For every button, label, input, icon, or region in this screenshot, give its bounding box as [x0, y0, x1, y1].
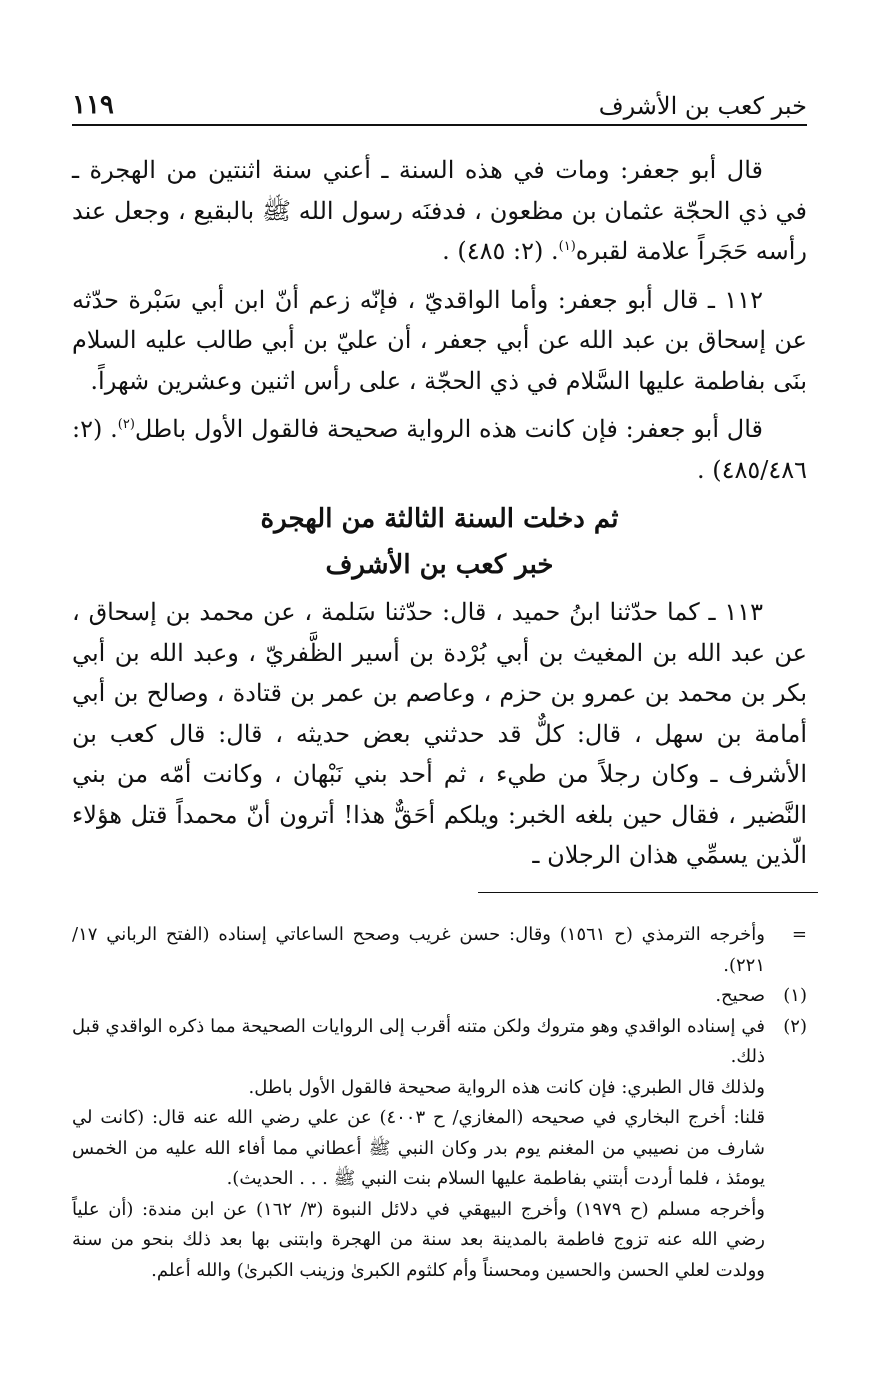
paragraph-abu-jafar: قال أبو جعفر: فإن كانت هذه الرواية صحيحة فالقول الأول باطل$^{(٢)}$. (٢: ٤٨٥/٤٨٦) . — [72, 415, 807, 484]
running-header — [72, 80, 807, 120]
paragraph-113: ١١٣ ـ كما حدّثنا ابنُ حميد ، قال: حدّثنا سَلمة ، عن محمد بن إسحاق ، عن عبد الله بن المغيث بن أبي بُرْدة بن أسير الظَّفريّ ، وعبد الله بن أبي بكر بن محمد بن عمرو بن حزم ، وعاصم بن عمر بن قتادة ، وصالح بن أبي أمامة بن سهل ، قال: كلٌّ قد حدثني بعض حديثه ، قال: قال كعب بن الأشرف ـ وكان رجلاً من طيء ، ثم أحد بني نَبْهان ، وكانت أمّه من بني النَّضير ، فقال حين بلغه الخبر: ويلكم أحَقٌّ هذا! أترون أنّ محمداً قتل هؤلاء الّذين يسمِّي هذان الرجلان ـ — [72, 598, 808, 869]
page-number: ١١٩ — [72, 90, 114, 120]
footnote-2-tabari: ولذلك قال الطبري: فإن كانت هذه الرواية صحيحة فالقول الأول باطل. — [248, 1076, 765, 1098]
continuation-mark: = — [791, 924, 807, 945]
main-text — [72, 150, 807, 876]
footnote-separator — [478, 892, 818, 893]
footnote-2: (٢) في إسناده الواقدي وهو متروك ولكن متنه أقرب إلى الروايات الصحيحة مما ذكره الواقدي قبل ذلك. — [72, 1012, 807, 1073]
header-rule — [72, 124, 807, 126]
footnote-mark-2: (٢) — [783, 1015, 807, 1037]
footnote-2-bukhari: قلنا: أخرج البخاري في صحيحه (المغازي/ ح ٤٠٠٣) عن علي رضي الله عنه قال: (كانت لي شارف من نصيبي من المغنم يوم بدر وكان النبي ﷺ أعطاني مما أفاء الله عليه من الخمس يومئذ ، فلما أردت أبتني بفاطمة عليها السلام بنت النبي ﷺ . . . الحديث). — [72, 1107, 765, 1189]
footnote-ref-1: (١) — [558, 239, 576, 254]
footnote-mark-1: (١) — [783, 985, 807, 1006]
footnote-continuation: = وأخرجه الترمذي (ح ١٥٦١) وقال: حسن غريب وصحح الساعاتي إسناده (الفتح الرباني ١٧/ ٢٢١). — [72, 920, 807, 981]
footnote-1: (١) صحيح. — [72, 981, 807, 1012]
paragraph-death-uthman: قال أبو جعفر: ومات في هذه السنة ـ أعني سنة اثنتين من الهجرة ـ في ذي الحجّة عثمان بن مظعون ، فدفنَه رسول الله ﷺ بالبقيع ، وجعل عند رأسه حَجَراً علامة لقبره$^{(١)}$. (٢: ٤٨٥) . — [72, 156, 807, 265]
footnotes — [72, 920, 807, 1286]
paragraph-112: ١١٢ ـ قال أبو جعفر: وأما الواقديّ ، فإنّه زعم أنّ ابن أبي سَبْرة حدّثه عن إسحاق بن عبد الله عن أبي جعفر ، أن عليّ بن أبي طالب عليه السلام بنَى بفاطمة عليها السَّلام في ذي الحجّة ، على رأس اثنين وعشرين شهراً. — [72, 285, 807, 395]
footnote-2-muslim: وأخرجه مسلم (ح ١٩٧٩) وأخرج البيهقي في دلائل النبوة (٣/ ١٦٢) عن ابن مندة: (أن علياً رضي الله عنه تزوج فاطمة بالمدينة بعد سنة من الهجرة وابتنى بها بعد ذلك بنحو من سنة وولدت لعلي الحسن والحسين ومحسناً وأم كلثوم الكبرىٰ وزينب الكبرىٰ) والله أعلم. — [72, 1198, 765, 1281]
footnote-ref-2: (٢) — [117, 417, 135, 432]
section-heading-kaab: خبر كعب بن الأشرف — [325, 550, 554, 580]
running-title: خبر كعب بن الأشرف — [598, 92, 807, 120]
section-heading-year-three: ثم دخلت السنة الثالثة من الهجرة — [260, 504, 619, 534]
